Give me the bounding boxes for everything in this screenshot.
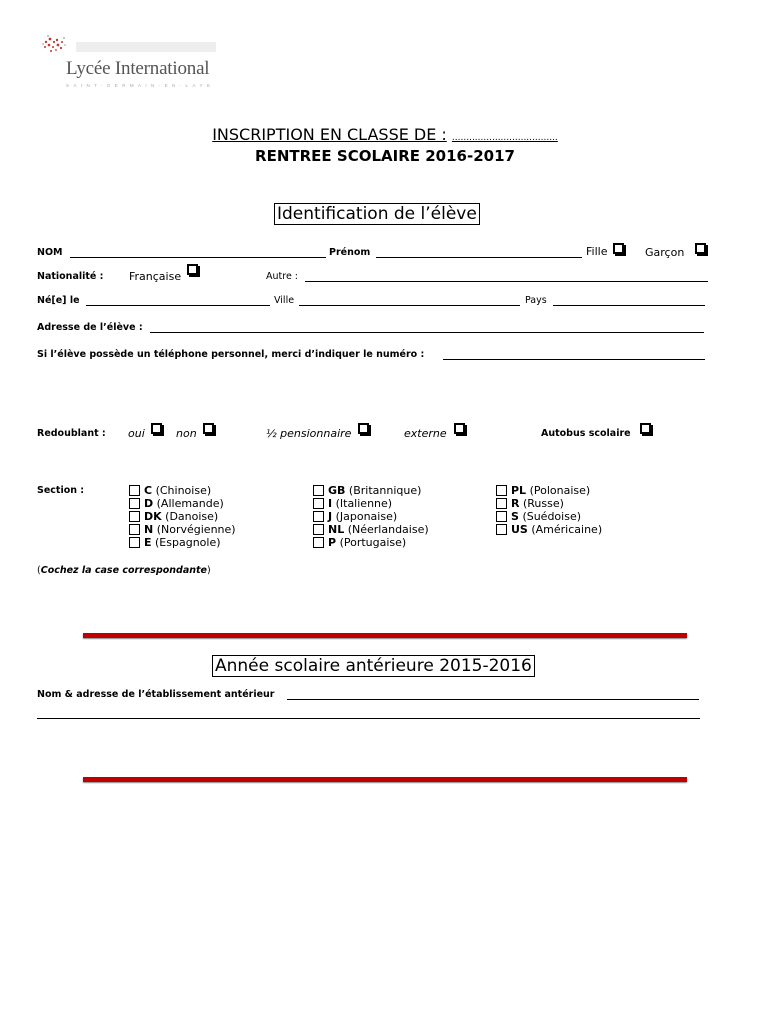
previous-school-field[interactable] [287,699,699,700]
pays-label: Pays [525,295,547,306]
previous-school-field-line2[interactable] [37,718,700,719]
section-j-checkbox[interactable] [313,511,324,522]
section-label: Section : [37,485,85,496]
date-naissance-field[interactable] [86,305,270,306]
section-e-checkbox[interactable] [129,537,140,548]
previous-year-heading: Année scolaire antérieure 2015-2016 [212,655,535,677]
section-option-n[interactable]: N (Norvégienne) [129,523,236,536]
garcon-checkbox[interactable] [695,243,706,254]
section-option-i[interactable]: I (Italienne) [313,497,429,510]
section-column-3 [496,484,602,536]
section-n-checkbox[interactable] [129,524,140,535]
nom-label: NOM [37,247,63,258]
francaise-label: Française [129,270,182,283]
section-p-checkbox[interactable] [313,537,324,548]
section-i-checkbox[interactable] [313,498,324,509]
pays-field[interactable] [553,305,705,306]
identification-heading: Identification de l’élève [274,203,480,225]
autobus-label: Autobus scolaire [541,428,631,439]
fille-label: Fille [586,245,608,258]
section-option-nl[interactable]: NL (Néerlandaise) [313,523,429,536]
section-option-gb[interactable]: GB (Britannique) [313,484,429,497]
francaise-checkbox[interactable] [187,264,198,275]
section-option-us[interactable]: US (Américaine) [496,523,602,536]
nom-field[interactable] [70,257,326,258]
fille-checkbox[interactable] [613,243,624,254]
section-option-d[interactable]: D (Allemande) [129,497,236,510]
redoublant-non-checkbox[interactable] [203,423,214,434]
nationalite-label: Nationalité : [37,271,104,282]
autobus-checkbox[interactable] [640,423,651,434]
prenom-label: Prénom [329,247,371,258]
section-option-p[interactable]: P (Portugaise) [313,536,429,549]
section-pl-checkbox[interactable] [496,485,507,496]
title-class-label: INSCRIPTION EN CLASSE DE : [212,125,447,144]
autre-label: Autre : [266,271,299,282]
ne-le-label: Né[e] le [37,295,80,306]
externe-label: externe [404,427,447,440]
section-r-checkbox[interactable] [496,498,507,509]
section-dk-checkbox[interactable] [129,511,140,522]
section-option-e[interactable]: E (Espagnole) [129,536,236,549]
section-option-j[interactable]: J (Japonaise) [313,510,429,523]
adresse-field[interactable] [150,332,704,333]
adresse-label: Adresse de l’élève : [37,322,143,333]
autre-field[interactable] [305,281,708,282]
title-class-blank[interactable]: ..................................... [451,133,558,143]
previous-school-label: Nom & adresse de l’établissement antérieur [37,689,275,700]
section-divider-bottom [83,777,687,782]
demi-pension-label: ½ pensionnaire [266,427,352,440]
section-us-checkbox[interactable] [496,524,507,535]
school-subtitle: SAINT-GERMAIN-EN-LAYE [66,83,215,88]
form-title [0,125,770,144]
school-name: Lycée International [66,58,210,79]
section-gb-checkbox[interactable] [313,485,324,496]
redoublant-oui-checkbox[interactable] [151,423,162,434]
section-nl-checkbox[interactable] [313,524,324,535]
section-c-checkbox[interactable] [129,485,140,496]
section-option-r[interactable]: R (Russe) [496,497,602,510]
school-year-title: RENTREE SCOLAIRE 2016-2017 [255,147,515,165]
section-s-checkbox[interactable] [496,511,507,522]
externe-checkbox[interactable] [454,423,465,434]
demi-pension-checkbox[interactable] [358,423,369,434]
ville-field[interactable] [299,305,520,306]
ville-label: Ville [274,295,295,306]
section-note: (Cochez la case correspondante) [37,565,211,576]
prenom-field[interactable] [376,257,582,258]
oui-label: oui [128,427,145,440]
section-d-checkbox[interactable] [129,498,140,509]
telephone-field[interactable] [443,359,705,360]
section-option-s[interactable]: S (Suédoise) [496,510,602,523]
telephone-label: Si l’élève possède un téléphone personnel, merci d’indiquer le numéro : [37,349,425,360]
redoublant-label: Redoublant : [37,428,106,439]
non-label: non [176,427,197,440]
section-column-1 [129,484,236,549]
section-column-2 [313,484,429,549]
section-option-pl[interactable]: PL (Polonaise) [496,484,602,497]
logo-banner [76,42,216,52]
garcon-label: Garçon [645,246,685,259]
section-option-c[interactable]: C (Chinoise) [129,484,236,497]
section-option-dk[interactable]: DK (Danoise) [129,510,236,523]
section-divider-top [83,633,687,638]
